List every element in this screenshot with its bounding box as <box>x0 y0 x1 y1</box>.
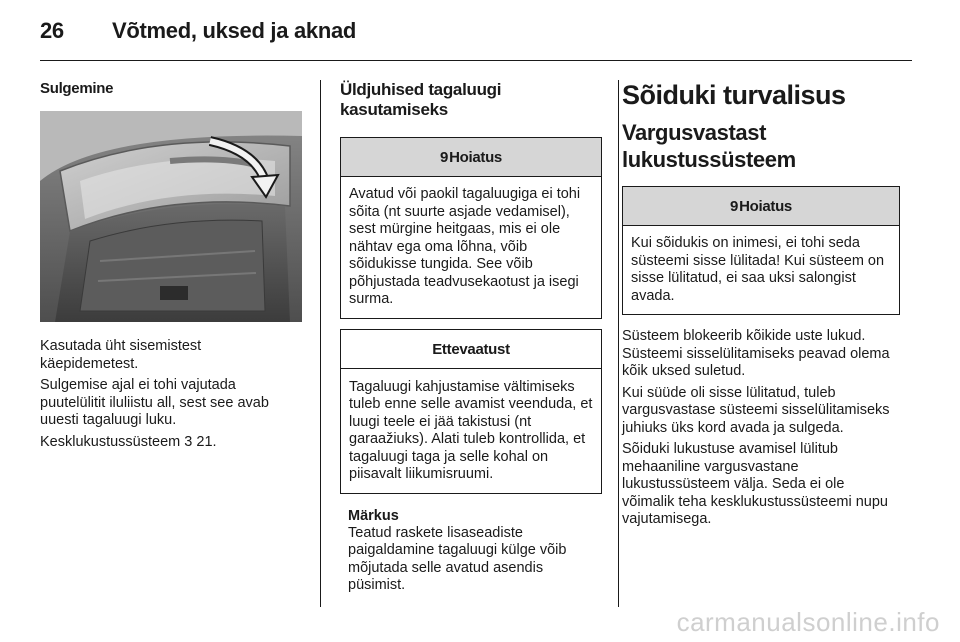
warning-box-title <box>341 138 601 177</box>
warning-triangle-icon: 9 <box>730 198 739 215</box>
warning-box-title <box>623 187 899 226</box>
warning-label: Hoiatus <box>449 149 502 166</box>
warning-box-occupants <box>622 186 900 315</box>
warning-box-text: Avatud või paokil tagaluugiga ei tohi sõita (nt suurte asjade vedamisel), sest mürgine heitgaas, mis ei ole nähtav ega oma lõhna, võib sõidukisse tungida. See võib põhjustada teadvusekaotust ja isegi surma. <box>349 186 581 307</box>
caution-box-tailgate <box>340 329 602 494</box>
watermark: carmanualsonline.info <box>676 607 940 637</box>
caution-box-title: Ettevaatust <box>341 330 601 369</box>
warning-box-text: Kui sõidukis on inimesi, ei tohi seda süsteemi sisse lülitada! Kui süsteem on sisse lülitatud, ei saa uksi salongist avada. <box>631 235 885 304</box>
header-divider <box>40 60 912 61</box>
page-header <box>40 18 356 44</box>
page-number: 26 <box>40 18 64 43</box>
warning-box-exhaust <box>340 137 602 319</box>
warning-triangle-icon: 9 <box>440 149 449 166</box>
paragraph-system-locks: Süsteem blokeerib kõikide uste lukud. Süsteemi sisselülitamiseks peavad olema kõik uksed suletud. <box>622 328 890 379</box>
section-heading-vehicle-security: Sõiduki turvalisus <box>622 80 846 110</box>
section-heading-closing: Sulgemine <box>40 80 114 97</box>
paragraph-touch-switch: Sulgemise ajal ei tohi vajutada puutelülitit iluliistu all, sest see avab uuesti tagaluugi luku. <box>40 377 269 428</box>
paragraph-handles: Kasutada üht sisemistest käepidemetest. <box>40 338 202 372</box>
note-text: Teatud raskete lisaseadiste paigaldamine tagaluugi külge võib mõjutada selle avatud asendis püsimist. <box>348 524 567 593</box>
caution-box-text: Tagaluugi kahjustamise vältimiseks tuleb enne selle avamist veenduda, et luugi teele ei jää takistusi (nt garaažiuks). Alati tuleb kontrollida, et tagaluugi taga ja selle kohal on piisavalt liikumisruumi. <box>349 378 593 482</box>
note-label: Märkus <box>348 507 399 524</box>
col3-paragraphs <box>622 328 900 529</box>
column-divider-1 <box>320 80 321 607</box>
warning-label: Hoiatus <box>739 198 792 215</box>
crossref-central-locking <box>40 434 302 452</box>
paragraph-ignition: Kui süüde oli sisse lülitatud, tuleb vargusvastase süsteemi sisselülitamiseks juhiuks üks kord avada ja sulgeda. <box>622 384 890 436</box>
column-3 <box>622 80 922 533</box>
subheading-anti-theft: Vargusvastast lukustussüsteem <box>622 120 796 172</box>
crossref-arrow-icon: 3 <box>184 433 193 450</box>
paragraph-unlocking: Sõiduki lukustuse avamisel lülitub mehaaniline vargusvastane lukustussüsteem välja. Seda ei ole võimalik teha kesklukustussüsteemi nupu vajutamisega. <box>622 441 888 527</box>
section-heading-tailgate-general: Üldjuhised tagaluugi kasutamiseks <box>340 80 502 119</box>
crossref-text: Kesklukustussüsteem <box>40 433 181 450</box>
tailgate-photo <box>40 111 302 322</box>
column-divider-2 <box>618 80 619 607</box>
chapter-title: Võtmed, uksed ja aknad <box>112 18 357 43</box>
crossref-page: 21. <box>196 433 217 450</box>
column-1 <box>40 80 302 455</box>
column-2 <box>340 80 602 595</box>
